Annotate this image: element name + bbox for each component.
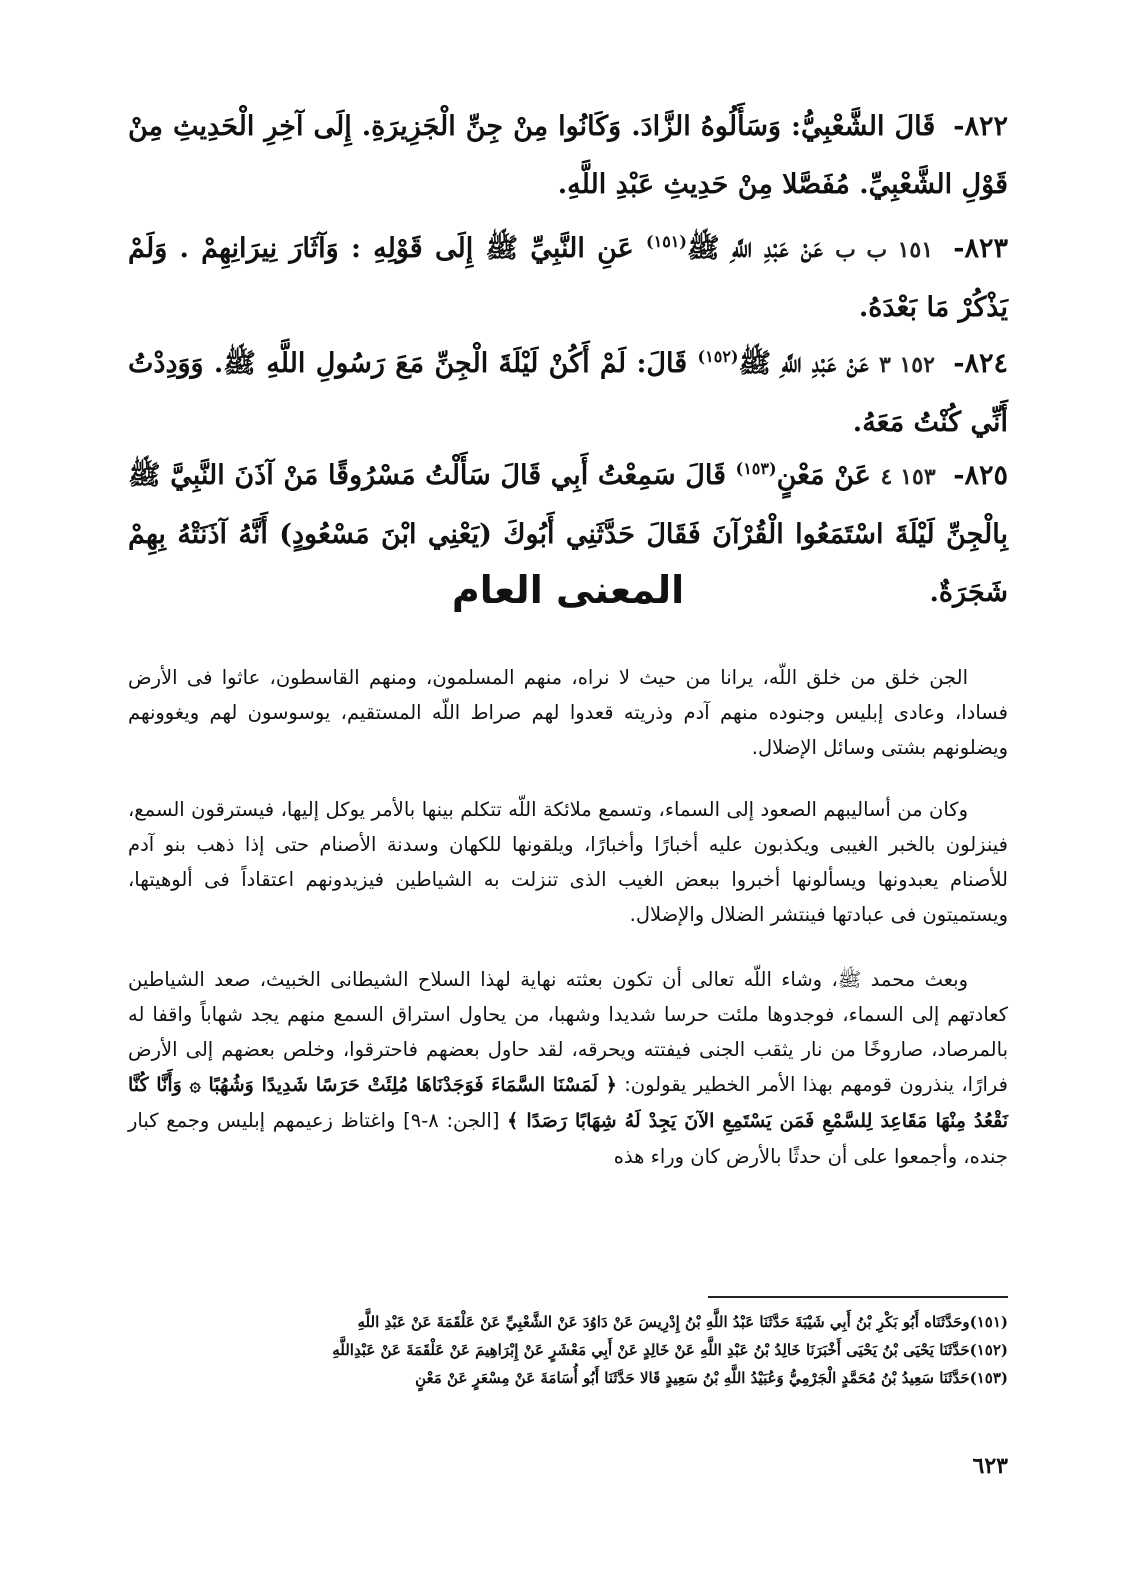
- hadith-text-after: قَالَ: لَمْ أَكُنْ لَيْلَةَ الْجِنِّ مَعَ رَسُولِ اللَّهِ ﷺ. وَوَدِدْتُ أَنِّي كُنْتُ مَعَهُ.: [128, 348, 1008, 438]
- paragraph-3: [128, 962, 1008, 1174]
- footnote-separator: [708, 1296, 1008, 1298]
- hadith-number: ٨٢٣-: [953, 233, 1008, 264]
- hadith-number: ٨٢٤-: [953, 348, 1009, 379]
- paragraph-3-continuation: واغتاظ زعيمهم إبليس وجمع كبار جنده، وأجمعوا على أن حدثًا بالأرض كان وراء هذه: [128, 1109, 1008, 1168]
- footnote-152: (١٥٢)حَدَّثَنَا يَحْيَى بْنُ يَحْيَى أَخْبَرَنَا خَالِدُ بْنُ عَبْدِ اللَّهِ عَنْ خَالِدٍ عَنْ أَبِي مَعْشَرٍ عَنْ إِبْرَاهِيمَ عَنْ عَلْقَمَةَ عَنْ عَبْدِاللَّهِ: [332, 1341, 1008, 1359]
- footnotes: [128, 1308, 1008, 1392]
- hadith-text: قَالَ الشَّعْبِيُّ: وَسَأَلُوهُ الزَّادَ. وَكَانُوا مِنْ جِنِّ الْجَزِيرَةِ. إِلَى آخِرِ الْحَدِيثِ مِنْ قَوْلِ الشَّعْبِيِّ. مُفَصَّلا مِنْ حَدِيثِ عَبْدِ اللَّهِ.: [128, 111, 1008, 200]
- paragraph-1: الجن خلق من خلق اللّه، يرانا من حيث لا نراه، منهم المسلمون، ومنهم القاسطون، عاثوا فى الأرض فسادا، وعادى إبليس وجنوده منهم آدم وذريته قعدوا لهم صراط اللّه المستقيم، يوسوسون لهم ويغوونهم ويضلونهم بشتى وسائل الإضلال.: [128, 666, 1008, 759]
- hadith-822: [128, 98, 1008, 214]
- hadith-text-after: قَالَ سَمِعْتُ أَبِي قَالَ سَأَلْتُ مَسْرُوقًا مَنْ آذَنَ النَّبِيَّ ﷺ بِالْجِنِّ لَيْلَةَ اسْتَمَعُوا الْقُرْآنَ فَقَالَ حَدَّثَنِي أَبُوكَ (يَعْنِي ابْنَ مَسْعُودٍ) أَنَّهُ آذَنَتْهُ بِهِمْ شَجَرَةٌ.: [128, 460, 1008, 608]
- hadith-number: ٨٢٢-: [953, 111, 1008, 142]
- footnote-153: (١٥٣)حَدَّثَنَا سَعِيدُ بْنُ مُحَمَّدٍ الْجَرْمِيُّ وَعُبَيْدُ اللَّهِ بْنُ سَعِيدٍ قَالا حَدَّثَنَا أَبُو أُسَامَةَ عَنْ مِسْعَرٍ عَنْ مَعْنٍ: [415, 1369, 1008, 1387]
- hadith-823: [128, 213, 1008, 337]
- hadith-text-before: عَنْ عَبْدِ اللَّهِ ﷺ: [686, 233, 823, 264]
- quran-reference: [الجن: ٨-٩]: [403, 1109, 500, 1132]
- hadith-text-before: عَنْ عَبْدِ اللَّهِ ﷺ: [738, 348, 869, 379]
- footnote-marker: (١٥١): [646, 232, 687, 251]
- hadith-number: ٨٢٥-: [953, 460, 1009, 491]
- hadith-text-before: عَنْ مَعْنٍ: [776, 460, 871, 491]
- footnote-marker: (١٥٢): [697, 347, 739, 366]
- paragraph-2: وكان من أساليبهم الصعود إلى السماء، وتسمع ملائكة اللّه تتكلم بينها بالأمر يوكل إليها، فيسترقون السمع، فينزلون بالخبر الغيبى ويكذبون عليه أخبارًا وأخبارًا، ويلقونها للكهان وسدنة الأصنام حتى إذا ذهب بنو آدم للأصنام يعبدونها ويسألونها أخبروا ببعض الغيب الذى تنزلت به الشياطين فيزيدونهم اعتقاداً فى ألوهيتها، ويستميتون فى عبادتها فينتشر الضلال والإضلال.: [128, 798, 1008, 926]
- hadith-reference: ١٥٢ ٣: [879, 352, 935, 378]
- section-title: المعنى العام: [451, 568, 685, 612]
- hadith-reference: ١٥١ ب ب: [835, 237, 934, 263]
- quran-verse: ﴿ لَمَسْنَا السَّمَاءَ فَوَجَدْنَاهَا مُلِئَتْ حَرَسًا شَدِيدًا وَشُهُبًا ۞ وَأَنَّا كُنَّا نَقْعُدُ مِنْهَا مَقَاعِدَ لِلسَّمْعِ فَمَن يَسْتَمِعِ الآنَ يَجِدْ لَهُ شِهَابًا رَصَدًا ﴾: [128, 1074, 1009, 1132]
- page-number: ٦٢٣: [972, 1453, 1008, 1479]
- footnote-151: (١٥١)وحَدَّثَنَاه أَبُو بَكْرِ بْنُ أَبِي شَيْبَةَ حَدَّثَنَا عَبْدُ اللَّهِ بْنُ إِدْرِيسَ عَنْ دَاوُدَ عَنْ الشَّعْبِيِّ عَنْ عَلْقَمَةَ عَنْ عَبْدِ اللَّهِ: [357, 1313, 1008, 1331]
- hadith-824: [128, 328, 1008, 452]
- footnote-marker: (١٥٣): [735, 459, 777, 478]
- hadith-text-after: عَنِ النَّبِيِّ ﷺ إِلَى قَوْلِهِ : وَآثَارَ نِيرَانِهِمْ . وَلَمْ يَذْكُرْ مَا بَعْدَهُ.: [128, 233, 1008, 323]
- hadith-reference: ١٥٣ ٤: [880, 464, 936, 490]
- paragraph-3-text: وبعث محمد ﷺ، وشاء اللّه تعالى أن تكون بعثته نهاية لهذا السلاح الشيطانى الخبيث، صعد الشياطين كعادتهم إلى السماء، فوجدوها ملئت حرسا شديدا وشهبا، من يحاول استراق السمع منهم يجد شهاباً واقفا له بالمرصاد، صاروخًا من نار يثقب الجنى فيفتته ويحرقه، لقد حاول بعضهم فاحترقوا، وخلص بعضهم إلى الأرض فرارًا، ينذرون قومهم بهذا الأمر الخطير يقولون:: [128, 968, 1008, 1096]
